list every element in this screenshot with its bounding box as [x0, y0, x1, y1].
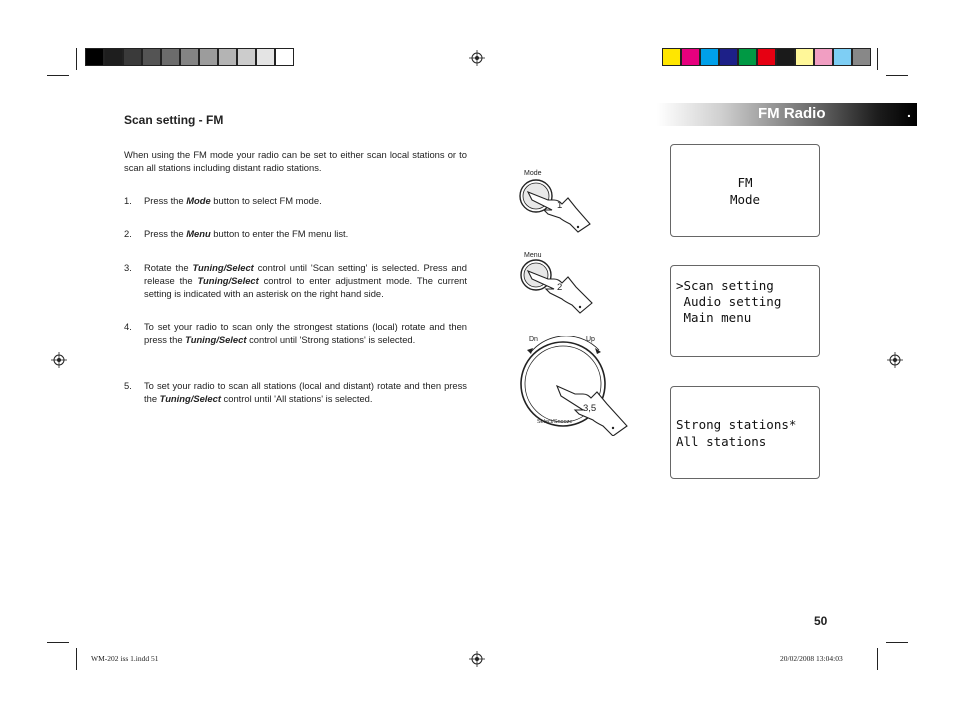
header-marker: . — [907, 104, 911, 120]
control-name: Tuning/Select — [159, 393, 221, 404]
color-swatch — [795, 48, 814, 66]
color-swatch — [833, 48, 852, 66]
tuning-select-dial-icon — [515, 336, 630, 436]
grayscale-swatch — [104, 48, 123, 66]
grayscale-swatch — [142, 48, 161, 66]
lcd-line: All stations — [676, 434, 767, 449]
section-title: Scan setting - FM — [124, 113, 224, 127]
registration-mark-right-icon — [887, 352, 903, 368]
lcd-line: Mode — [729, 192, 761, 207]
step-text-fragment: control until 'Scan setting' is selected. Press and release the — [144, 262, 467, 286]
grayscale-swatch — [199, 48, 218, 66]
lcd-line: Main menu — [676, 310, 752, 325]
menu-button-label: Menu — [524, 252, 542, 259]
color-swatch — [738, 48, 757, 66]
grayscale-swatch — [180, 48, 199, 66]
registration-mark-top-icon — [469, 50, 485, 66]
step-number: 5. — [124, 380, 132, 391]
step-text — [144, 320, 467, 346]
step-text-fragment: control to enter adjustment mode. The current setting is indicated with an asterisk on the right hand side. — [144, 275, 467, 299]
lcd-line: FM — [737, 175, 753, 190]
step-text-fragment: Press the — [144, 195, 187, 206]
control-name: Tuning/Select — [185, 334, 247, 345]
lcd-line: Audio setting — [676, 294, 782, 309]
lcd-screen-fm-mode — [670, 144, 820, 237]
menu-step-number: 2 — [557, 282, 563, 293]
grayscale-swatch — [123, 48, 142, 66]
dial-select-snooze-label: Select/Snooze — [537, 419, 573, 425]
step-text-fragment: button to select FM mode. — [210, 195, 322, 206]
color-swatch — [852, 48, 871, 66]
step-number: 4. — [124, 321, 132, 332]
step-text — [144, 379, 467, 405]
page-number: 50 — [814, 614, 828, 628]
footer-file-info: WM-202 iss 1.indd 51 — [91, 654, 159, 663]
color-swatch — [757, 48, 776, 66]
grayscale-swatch — [161, 48, 180, 66]
control-name: Menu — [186, 228, 211, 239]
step-text — [144, 194, 467, 207]
color-swatch — [662, 48, 681, 66]
step-text-fragment: Rotate the — [144, 262, 193, 273]
step-text-fragment: button to enter the FM menu list. — [210, 228, 349, 239]
grayscale-swatch — [237, 48, 256, 66]
dial-up-label: Up — [586, 336, 595, 343]
color-swatch — [814, 48, 833, 66]
grayscale-swatch — [256, 48, 275, 66]
registration-mark-bottom-icon — [469, 651, 485, 667]
mode-button-press-icon — [518, 178, 593, 234]
intro-paragraph: When using the FM mode your radio can be set to either scan local stations or to scan all stations including distant radio stations. — [124, 149, 467, 173]
page-title: FM Radio — [758, 105, 826, 122]
grayscale-swatch — [85, 48, 104, 66]
step-text — [144, 261, 467, 300]
color-swatch — [700, 48, 719, 66]
step-text — [144, 227, 467, 240]
color-swatch — [719, 48, 738, 66]
color-swatch — [681, 48, 700, 66]
step-text-fragment: control until 'Strong stations' is selected. — [246, 334, 416, 345]
step-number: 3. — [124, 262, 132, 273]
lcd-line: >Scan setting — [676, 278, 774, 293]
color-swatch — [776, 48, 795, 66]
step-text-fragment: control until 'All stations' is selected. — [220, 393, 373, 404]
mode-button-label: Mode — [524, 170, 542, 177]
footer-timestamp: 20/02/2008 13:04:03 — [780, 654, 843, 663]
registration-mark-left-icon — [51, 352, 67, 368]
mode-step-number: 1 — [557, 200, 563, 211]
step-text-fragment: To set your radio to scan only the strongest stations (local) rotate and then press the — [144, 321, 467, 345]
step-text-fragment: To set your radio to scan all stations (local and distant) rotate and then press the — [144, 380, 467, 404]
step-number: 2. — [124, 228, 132, 239]
control-name: Mode — [186, 195, 211, 206]
lcd-screen-menu — [670, 265, 820, 357]
grayscale-swatch — [275, 48, 294, 66]
dial-down-label: Dn — [529, 336, 538, 343]
control-name: Tuning/Select — [192, 262, 254, 273]
lcd-line: Strong stations* — [676, 417, 797, 432]
step-number: 1. — [124, 195, 132, 206]
dial-step-number: 3,5 — [583, 403, 597, 414]
control-name: Tuning/Select — [197, 275, 259, 286]
lcd-screen-scan-options — [670, 386, 820, 479]
step-text-fragment: Press the — [144, 228, 187, 239]
grayscale-swatch — [218, 48, 237, 66]
